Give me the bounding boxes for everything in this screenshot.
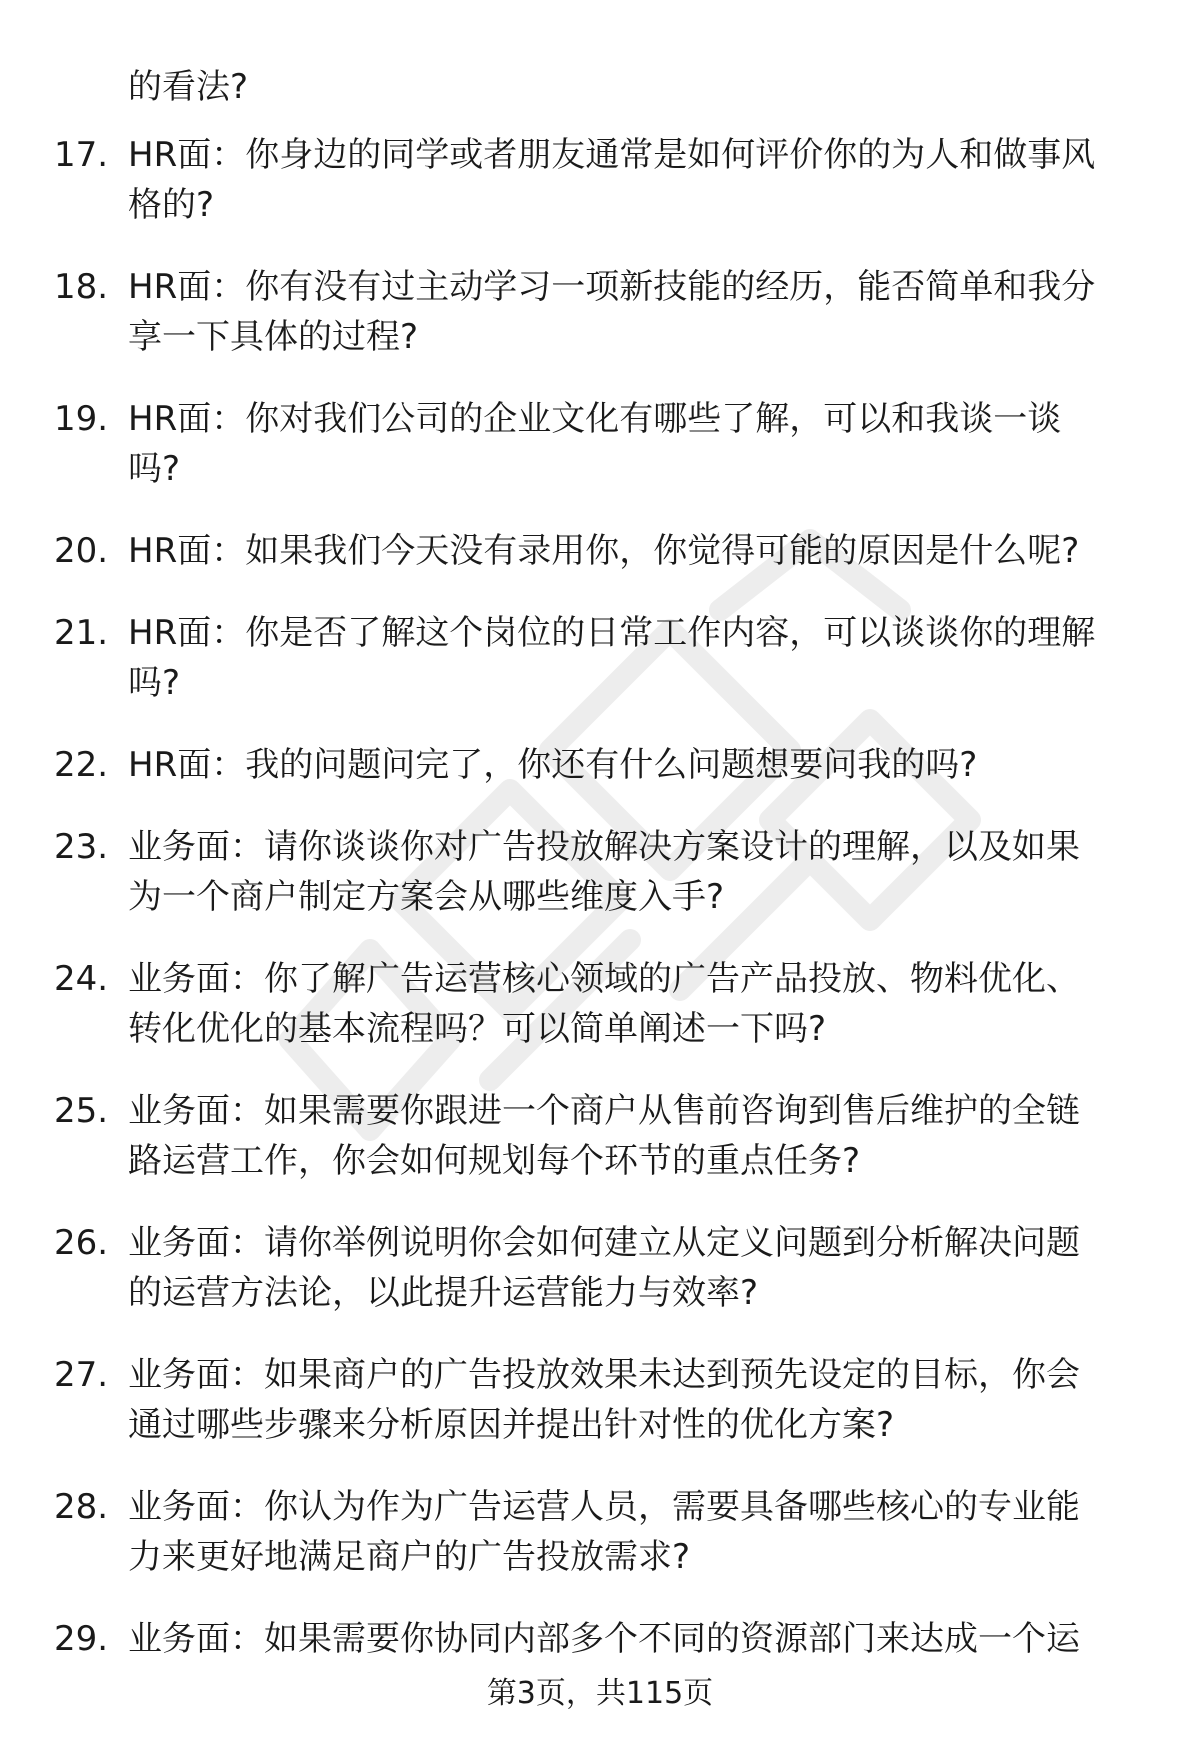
question-text-line: 通过哪些步骤来分析原因并提出针对性的优化方案? (128, 1405, 895, 1445)
question-text (128, 954, 1158, 1054)
question-text-line: 享一下具体的过程? (128, 317, 419, 357)
question-text-line: 格的? (128, 185, 215, 225)
question-number: 21. (54, 613, 109, 653)
question-text-line: 力来更好地满足商户的广告投放需求? (128, 1537, 691, 1577)
question-number: 27. (54, 1355, 109, 1395)
question-text (128, 1086, 1158, 1186)
question-text-line: 转化优化的基本流程吗？可以简单阐述一下吗? (128, 1009, 827, 1049)
question-text (128, 394, 1158, 494)
question-text-line: 业务面：你了解广告运营核心领域的广告产品投放、物料优化、 (128, 959, 1080, 999)
question-text (128, 1218, 1158, 1318)
question-number: 29. (54, 1619, 109, 1659)
question-text-line: 业务面：如果需要你跟进一个商户从售前咨询到售后维护的全链 (128, 1091, 1080, 1131)
question-number: 19. (54, 399, 109, 439)
question-text (128, 526, 1158, 576)
question-text-line: 吗? (128, 663, 181, 703)
question-number: 17. (54, 135, 109, 175)
question-text-line: HR面：我的问题问完了，你还有什么问题想要问我的吗? (128, 745, 978, 785)
question-text-line: 的看法? (128, 67, 249, 107)
question-text-line: HR面：你是否了解这个岗位的日常工作内容，可以谈谈你的理解 (128, 613, 1096, 653)
question-text (128, 740, 1158, 790)
page-footer: 第3页，共115页 (486, 1676, 714, 1711)
question-number: 25. (54, 1091, 109, 1131)
question-text-line: 业务面：请你举例说明你会如何建立从定义问题到分析解决问题 (128, 1223, 1080, 1263)
question-number: 22. (54, 745, 109, 785)
question-number: 26. (54, 1223, 109, 1263)
question-text (128, 1482, 1158, 1582)
question-text (128, 262, 1158, 362)
question-text-line: 业务面：如果商户的广告投放效果未达到预先设定的目标，你会 (128, 1355, 1080, 1395)
question-text (128, 822, 1158, 922)
question-number: 24. (54, 959, 109, 999)
question-text (128, 1350, 1158, 1450)
question-number: 20. (54, 531, 109, 571)
question-text-line: 业务面：请你谈谈你对广告投放解决方案设计的理解，以及如果 (128, 827, 1080, 867)
question-text (128, 1614, 1158, 1664)
question-text (128, 130, 1158, 230)
question-number: 18. (54, 267, 109, 307)
question-text-line: HR面：你有没有过主动学习一项新技能的经历，能否简单和我分 (128, 267, 1096, 307)
question-number: 23. (54, 827, 109, 867)
question-text-line: 路运营工作，你会如何规划每个环节的重点任务? (128, 1141, 861, 1181)
question-number: 28. (54, 1487, 109, 1527)
question-text-line: 为一个商户制定方案会从哪些维度入手? (128, 877, 725, 917)
question-text-line: 业务面：你认为作为广告运营人员，需要具备哪些核心的专业能 (128, 1487, 1080, 1527)
question-text-line: 业务面：如果需要你协同内部多个不同的资源部门来达成一个运 (128, 1619, 1080, 1659)
question-text-line: 吗? (128, 449, 181, 489)
question-text-line: HR面：如果我们今天没有录用你，你觉得可能的原因是什么呢? (128, 531, 1080, 571)
question-text-line: 的运营方法论，以此提升运营能力与效率? (128, 1273, 759, 1313)
question-text-line: HR面：你对我们公司的企业文化有哪些了解，可以和我谈一谈 (128, 399, 1062, 439)
question-text (128, 62, 1158, 112)
question-text-line: HR面：你身边的同学或者朋友通常是如何评价你的为人和做事风 (128, 135, 1096, 175)
question-text (128, 608, 1158, 708)
